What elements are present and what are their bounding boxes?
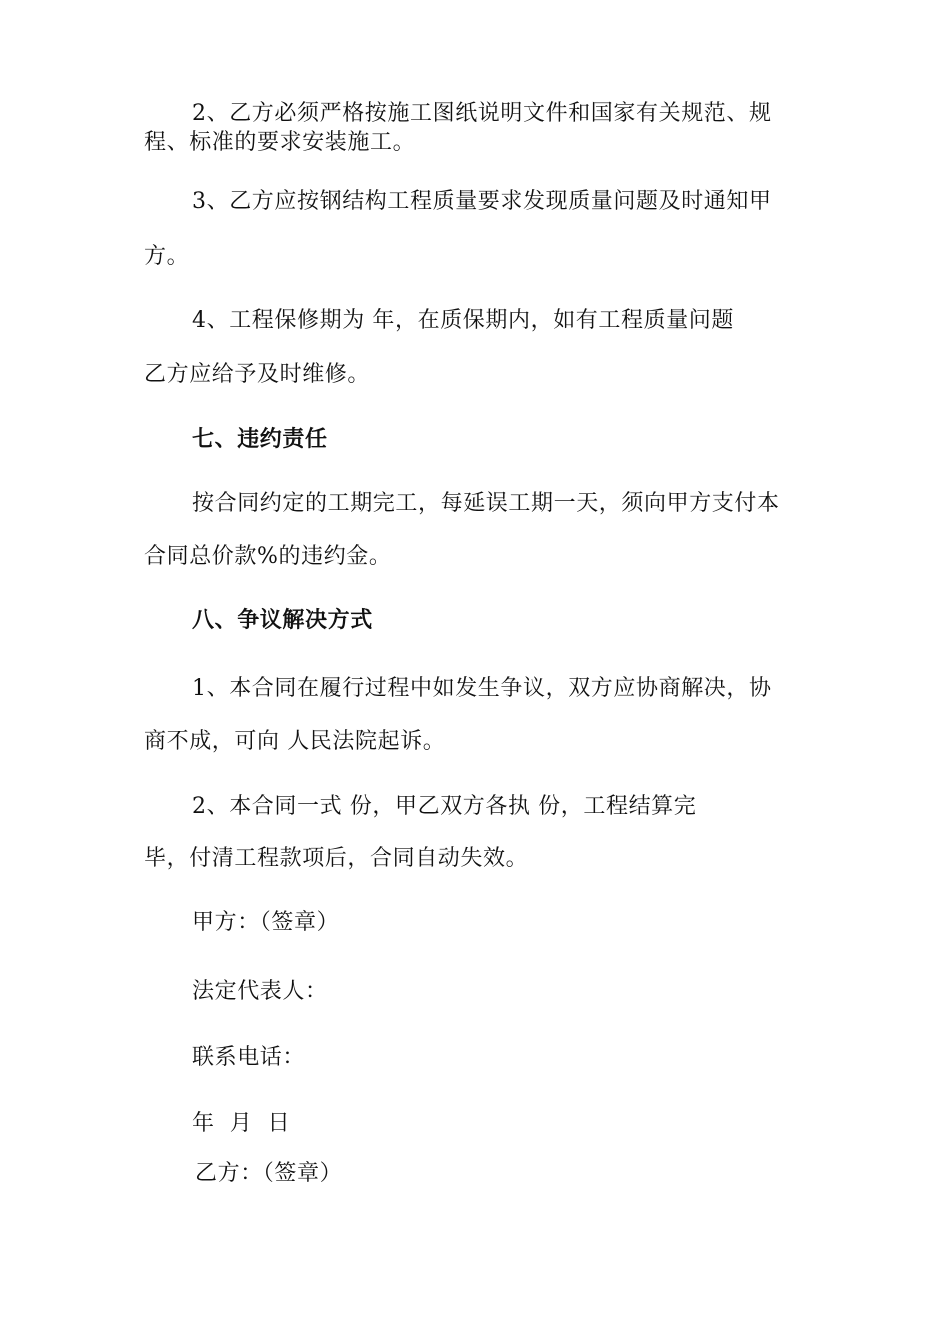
party-b-signature: 乙方：（签章） (195, 1161, 343, 1186)
date-line: 年 月 日 (192, 1111, 291, 1136)
clause-2-line-2: 程、标准的要求安装施工。 (144, 130, 416, 155)
section-8-item-1-line-1: 1、本合同在履行过程中如发生争议，双方应协商解决，协 (192, 676, 772, 701)
clause-2-line-1: 2、乙方必须严格按施工图纸说明文件和国家有关规范、规 (192, 101, 772, 126)
section-8-item-1-line-2: 商不成，可向 人民法院起诉。 (144, 729, 446, 754)
section-8-item-2-line-1: 2、本合同一式 份，甲乙双方各执 份，工程结算完 (192, 794, 697, 819)
clause-3-line-2: 方。 (144, 244, 190, 269)
clause-4-line-1: 4、工程保修期为 年，在质保期内，如有工程质量问题 (192, 308, 734, 333)
section-7-line-1: 按合同约定的工期完工，每延误工期一天，须向甲方支付本 (192, 491, 780, 516)
clause-4-line-2: 乙方应给予及时维修。 (144, 362, 371, 387)
legal-representative: 法定代表人： (192, 979, 328, 1004)
section-8-heading: 八、争议解决方式 (192, 608, 373, 633)
section-7-line-2: 合同总价款%的违约金。 (144, 544, 392, 569)
section-7-heading: 七、违约责任 (192, 427, 328, 452)
party-a-signature: 甲方：（签章） (192, 910, 340, 935)
section-8-item-2-line-2: 毕，付清工程款项后，合同自动失效。 (144, 846, 529, 871)
clause-3-line-1: 3、乙方应按钢结构工程质量要求发现质量问题及时通知甲 (192, 189, 772, 214)
contact-phone: 联系电话： (192, 1045, 306, 1070)
